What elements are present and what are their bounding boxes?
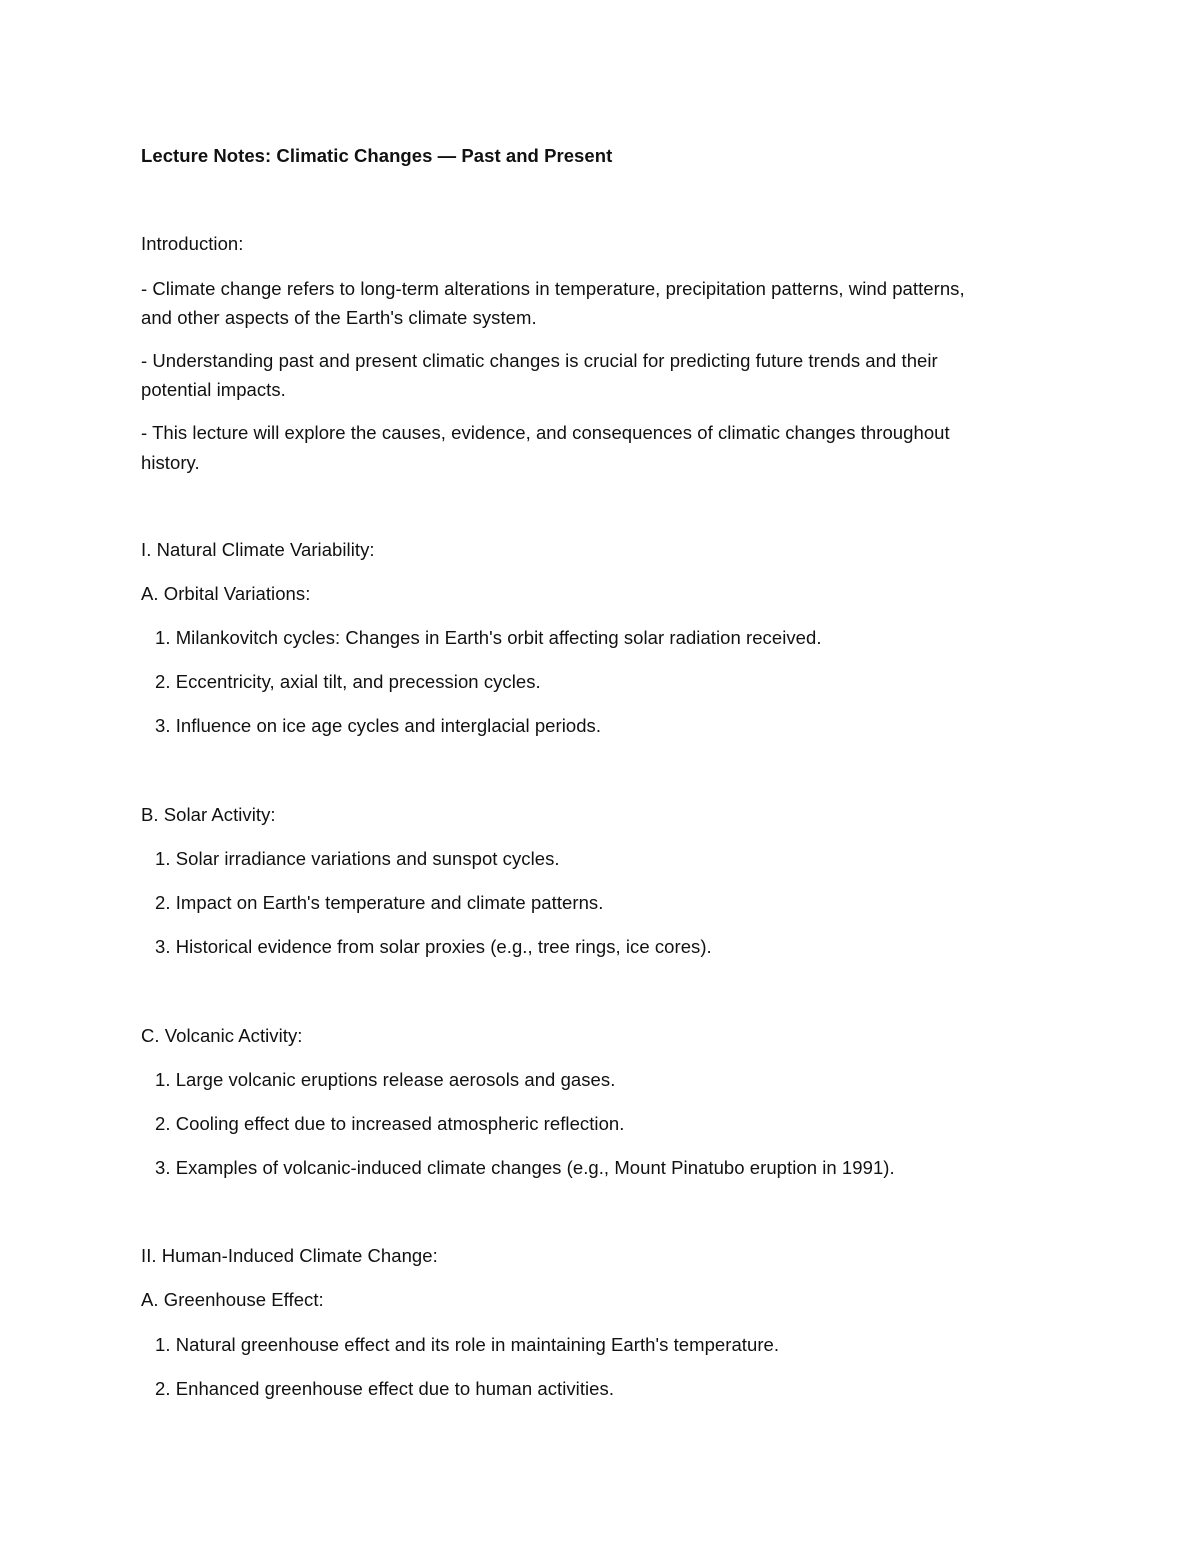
introduction-heading: Introduction: [141, 233, 244, 254]
section-1b-item-2: 2. Impact on Earth's temperature and climate patterns. [155, 892, 604, 913]
section-1-heading: I. Natural Climate Variability: [141, 539, 375, 560]
intro-bullet-1-line-1: - Climate change refers to long-term alterations in temperature, precipitation patterns, wind patterns, [141, 278, 965, 299]
intro-bullet-3-line-1: - This lecture will explore the causes, evidence, and consequences of climatic changes throughout [141, 422, 950, 443]
intro-bullet-3-line-2: history. [141, 452, 200, 473]
section-2a-item-2: 2. Enhanced greenhouse effect due to human activities. [155, 1378, 615, 1399]
section-1b-heading: B. Solar Activity: [141, 804, 276, 825]
intro-bullet-2-line-1: - Understanding past and present climatic changes is crucial for predicting future trends and their [141, 350, 938, 371]
section-1b-item-1: 1. Solar irradiance variations and sunspot cycles. [155, 848, 560, 869]
section-1c-heading: C. Volcanic Activity: [141, 1025, 303, 1046]
section-1a-item-3: 3. Influence on ice age cycles and interglacial periods. [155, 715, 602, 736]
section-2-heading: II. Human-Induced Climate Change: [141, 1245, 438, 1266]
intro-bullet-2-line-2: potential impacts. [141, 379, 286, 400]
section-2a-heading: A. Greenhouse Effect: [141, 1289, 324, 1310]
section-1a-item-1: 1. Milankovitch cycles: Changes in Earth's orbit affecting solar radiation received. [155, 627, 822, 648]
section-2a-item-1: 1. Natural greenhouse effect and its role in maintaining Earth's temperature. [155, 1334, 780, 1355]
section-1a-heading: A. Orbital Variations: [141, 583, 311, 604]
section-1c-item-3: 3. Examples of volcanic-induced climate changes (e.g., Mount Pinatubo eruption in 1991). [155, 1157, 895, 1178]
document-title: Lecture Notes: Climatic Changes — Past and Present [141, 145, 613, 166]
section-1c-item-1: 1. Large volcanic eruptions release aerosols and gases. [155, 1069, 616, 1090]
section-1b-item-3: 3. Historical evidence from solar proxies (e.g., tree rings, ice cores). [155, 936, 712, 957]
intro-bullet-1-line-2: and other aspects of the Earth's climate system. [141, 307, 537, 328]
section-1a-item-2: 2. Eccentricity, axial tilt, and precession cycles. [155, 671, 541, 692]
section-1c-item-2: 2. Cooling effect due to increased atmospheric reflection. [155, 1113, 625, 1134]
